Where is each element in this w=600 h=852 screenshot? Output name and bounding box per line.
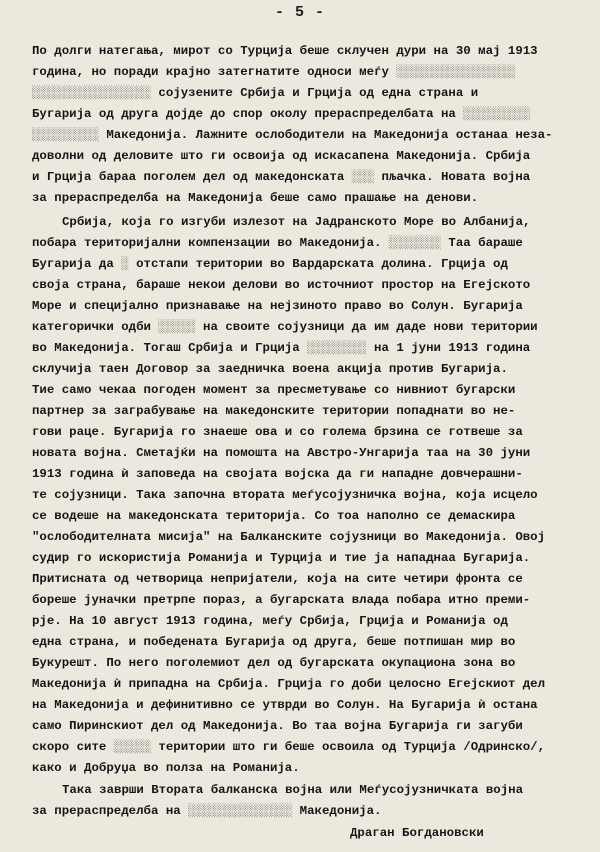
page-number: - 5 -	[274, 4, 325, 21]
text-line: Море и специјално признавање на нејзиното право во Солун. Бугарија	[32, 299, 523, 313]
text-line: "ослободителната мисија" на Балканските сојузници во Македонија. Овој	[32, 530, 546, 544]
text-line: новата војна. Сметајќи на помошта на Австро-Унгарија таа на 30 јуни	[32, 446, 531, 460]
text-line: Така заврши Втората балканска војна или Меѓусојузничката војна	[62, 783, 524, 797]
text-line: Бугарија од друга дојде до спор околу прераспределбата на ░░░░░░░░░	[32, 107, 531, 121]
text-line: Букурешт. По него поголемиот дел од бугарската окупациона зона во	[32, 656, 516, 670]
text-line: склучија таен Договор за заедничка воена акција против Бугарија.	[32, 362, 508, 376]
text-line: ░░░░░░░░░░░░░░░░ сојузените Србија и Грција од една страна и	[32, 86, 479, 100]
text-line: Притисната од четворица непријатели, која на сите четири фронта се	[32, 572, 523, 586]
text-line: гови раце. Бугарија го знаеше ова и со голема брзина се готвеше за	[32, 425, 523, 439]
text-line: побара територијални компензации во Македонија. ░░░░░░░ Таа бараше	[32, 236, 523, 250]
text-line: Србија, која го изгуби излезот на Јадранското Море во Албанија,	[62, 215, 531, 229]
text-line: бореше јуначки претрпе пораз, а бугарската влада побара итно преми-	[32, 593, 531, 607]
text-line: како и Добруџа во полза на Романија.	[32, 761, 300, 775]
text-line: само Пиринскиот дел од Македонија. Во таа војна Бугарија ги загуби	[32, 719, 523, 733]
text-line: рје. На 10 август 1913 година, меѓу Србија, Грција и Романија од	[32, 614, 508, 628]
text-line: и Грција бараа поголем дел од македонската ░░░ пљачка. Новата војна	[32, 170, 531, 184]
text-line: скоро сите ░░░░░ територии што ги беше освоила од Турција /Одринско/,	[32, 740, 546, 754]
text-line: за прераспределба на Македонија беше само прашање на денови.	[32, 191, 479, 205]
text-line: Тие само чекаа погоден момент за пресметување со нивниот бугарски	[32, 383, 516, 397]
text-line: те сојузници. Така започна втората меѓусојузничка војна, која исцело	[32, 488, 538, 502]
text-line: По долги натегања, мирот со Турција беше склучен дури на 30 мај 1913	[32, 44, 538, 58]
text-line: доволни од деловите што ги освоија од искасапена Македонија. Србија	[32, 149, 531, 163]
text-line: Македонија ѝ припадна на Србија. Грција го доби целосно Егејскиот дел	[32, 677, 546, 691]
text-line: во Македонија. Тогаш Србија и Грција ░░░░░░░░ на 1 јуни 1913 година	[32, 341, 531, 355]
text-line: една страна, и победената Бугарија од друга, беше потпишан мир во	[32, 635, 516, 649]
text-line: година, но поради крајно затегнатите односи меѓу ░░░░░░░░░░░░░░░░	[32, 65, 516, 79]
text-line: Бугарија да ░ отстапи територии во Вардарската долина. Грција од	[32, 257, 508, 271]
text-line: за прераспределба на ░░░░░░░░░░░░░░ Македонија.	[32, 804, 382, 818]
text-line: ░░░░░░░░░ Македонија. Лажните ослободители на Македонија останаа неза-	[32, 128, 553, 142]
text-line: категорички одби ░░░░░ на своите сојузници да им даде нови територии	[32, 320, 538, 334]
text-line: судир го искористија Романија и Турција и тие ја нападнаа Бугарија.	[32, 551, 531, 565]
text-line: своја страна, бараше некои делови во источниот простор на Егејското	[32, 278, 531, 292]
author-signature: Драган Богдановски	[350, 826, 484, 840]
text-line: 1913 година ѝ заповеда на својата војска да ги нападне довчерашни-	[32, 467, 523, 481]
text-line: на Македонија и дефинитивно се утврди во Солун. На Бугарија ѝ остана	[32, 698, 538, 712]
text-line: се водеше на македонската територија. Со тоа наполно се демаскира	[32, 509, 516, 523]
text-line: партнер за заграбување на македонските територии попаднати во не-	[32, 404, 516, 418]
